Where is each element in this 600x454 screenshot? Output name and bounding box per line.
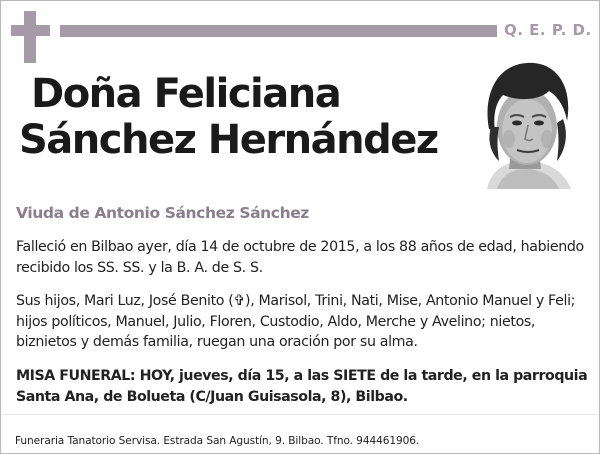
- widow-of-subtitle: Viuda de Antonio Sánchez Sánchez: [16, 204, 309, 222]
- family-paragraph: [16, 291, 588, 353]
- deceased-name: [19, 71, 438, 163]
- deceased-cross-icon: ✞: [233, 293, 246, 309]
- name-line-1: Doña Feliciana: [31, 71, 341, 117]
- qepd-label: Q. E. P. D.: [504, 21, 592, 39]
- portrait-photo: [477, 57, 573, 189]
- funeral-mass-paragraph: MISA FUNERAL: HOY, jueves, día 15, a las SIETE de la tarde, en la parroquia Santa Ana, de Bolueta (C/Juan Guisasola, 8), Bilbao.: [16, 368, 588, 405]
- name-line-2: Sánchez Hernández: [19, 117, 438, 163]
- header-bar: [60, 25, 497, 37]
- cross-icon: [11, 11, 50, 63]
- family-text-end: ), Marisol, Trini, Nati, Mise, Antonio Manuel y Feli; hijos políticos, Manuel, Julio, Floren, Custodio, Aldo, Merche y Avelino; nietos, biznietos y demás familia, ruegan una oración por su alma.: [16, 293, 576, 350]
- death-notice-paragraph: Falleció en Bilbao ayer, día 14 de octubre de 2015, a los 88 años de edad, habiendo recibido los SS. SS. y la B. A. de S. S.: [16, 239, 584, 276]
- funeral-home-footer: Funeraria Tanatorio Servisa. Estrada San Agustín, 9. Bilbao. Tfno. 944461906.: [15, 435, 420, 447]
- family-text-start: Sus hijos, Mari Luz, José Benito (: [16, 293, 234, 309]
- footer-divider: [1, 414, 599, 415]
